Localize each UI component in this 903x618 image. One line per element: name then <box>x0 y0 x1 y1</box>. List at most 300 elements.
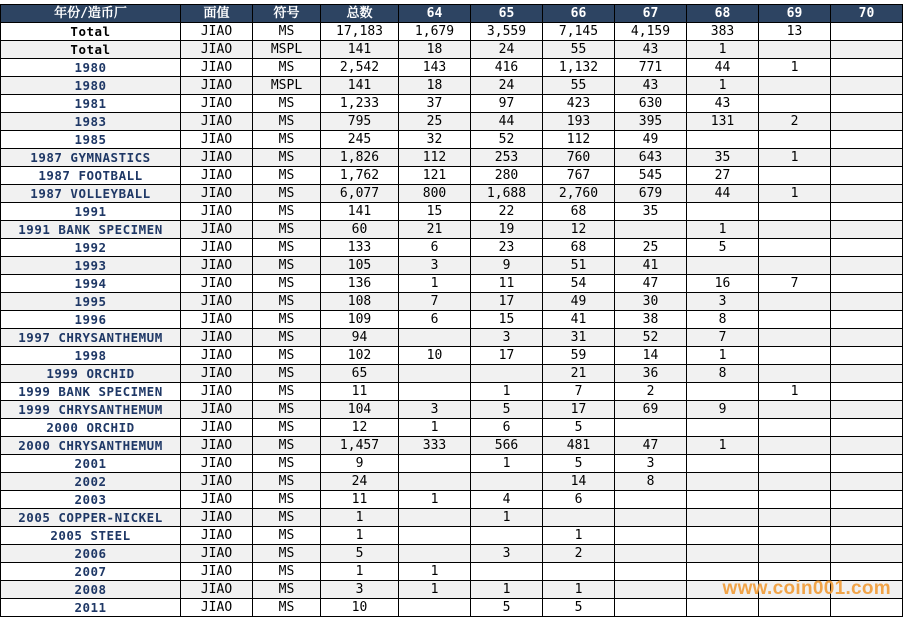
table-cell: MS <box>253 563 321 581</box>
table-cell <box>543 509 615 527</box>
table-cell: 5 <box>687 239 759 257</box>
table-cell: 1 <box>471 383 543 401</box>
year-mint-cell: 1993 <box>1 257 181 275</box>
table-cell <box>687 473 759 491</box>
table-cell <box>831 365 903 383</box>
table-row <box>1 221 903 239</box>
table-cell <box>831 383 903 401</box>
table-cell: MS <box>253 347 321 365</box>
table-cell: JIAO <box>181 131 253 149</box>
table-row <box>1 311 903 329</box>
table-cell: JIAO <box>181 113 253 131</box>
table-cell <box>759 311 831 329</box>
table-cell <box>831 149 903 167</box>
table-cell: 795 <box>321 113 399 131</box>
table-cell <box>759 167 831 185</box>
table-cell: 13 <box>759 23 831 41</box>
table-cell: 141 <box>321 77 399 95</box>
table-cell: 245 <box>321 131 399 149</box>
table-cell: 8 <box>687 311 759 329</box>
table-cell <box>759 401 831 419</box>
table-cell: 24 <box>471 77 543 95</box>
table-cell: 1 <box>543 527 615 545</box>
table-cell: MS <box>253 491 321 509</box>
table-cell: 12 <box>543 221 615 239</box>
table-cell: 1 <box>759 59 831 77</box>
column-header: 总数 <box>321 5 399 23</box>
year-mint-cell: 2001 <box>1 455 181 473</box>
table-cell: 423 <box>543 95 615 113</box>
table-cell: 1 <box>471 455 543 473</box>
table-cell <box>471 563 543 581</box>
table-cell: JIAO <box>181 149 253 167</box>
table-cell: 760 <box>543 149 615 167</box>
table-body <box>1 23 903 617</box>
table-cell: 44 <box>471 113 543 131</box>
table-cell: 1,688 <box>471 185 543 203</box>
table-cell: MS <box>253 365 321 383</box>
table-cell: 5 <box>543 599 615 617</box>
table-cell <box>615 545 687 563</box>
table-row <box>1 23 903 41</box>
table-cell: 35 <box>687 149 759 167</box>
table-cell: 109 <box>321 311 399 329</box>
table-cell <box>615 491 687 509</box>
table-cell: MS <box>253 239 321 257</box>
table-cell <box>831 131 903 149</box>
table-row <box>1 185 903 203</box>
table-cell: 37 <box>399 95 471 113</box>
year-mint-cell: 1995 <box>1 293 181 311</box>
table-cell: 15 <box>471 311 543 329</box>
table-cell <box>831 221 903 239</box>
year-mint-cell: 1981 <box>1 95 181 113</box>
table-cell: MS <box>253 149 321 167</box>
table-cell: 6 <box>399 239 471 257</box>
table-cell: MS <box>253 293 321 311</box>
table-cell: JIAO <box>181 437 253 455</box>
table-cell: JIAO <box>181 329 253 347</box>
table-cell: 8 <box>687 365 759 383</box>
year-mint-cell: 2007 <box>1 563 181 581</box>
table-cell: 141 <box>321 41 399 59</box>
table-cell <box>831 167 903 185</box>
table-cell <box>831 509 903 527</box>
table-cell: JIAO <box>181 545 253 563</box>
table-cell <box>759 545 831 563</box>
table-cell: 1,762 <box>321 167 399 185</box>
table-cell <box>831 293 903 311</box>
table-cell <box>831 41 903 59</box>
table-cell: 1,233 <box>321 95 399 113</box>
table-row <box>1 131 903 149</box>
table-cell: 17 <box>471 293 543 311</box>
table-cell <box>687 419 759 437</box>
table-cell: 5 <box>543 419 615 437</box>
table-cell <box>687 455 759 473</box>
header-row <box>1 5 903 23</box>
table-cell <box>687 383 759 401</box>
table-row <box>1 437 903 455</box>
table-cell <box>831 599 903 617</box>
table-cell: 31 <box>543 329 615 347</box>
table-cell <box>615 599 687 617</box>
table-cell: MS <box>253 257 321 275</box>
table-cell: 3 <box>399 257 471 275</box>
table-cell: JIAO <box>181 509 253 527</box>
table-cell: 17 <box>543 401 615 419</box>
table-cell: 9 <box>321 455 399 473</box>
table-cell: 68 <box>543 203 615 221</box>
table-cell: 21 <box>399 221 471 239</box>
table-cell: 643 <box>615 149 687 167</box>
table-cell: 1 <box>399 491 471 509</box>
column-header: 65 <box>471 5 543 23</box>
table-cell <box>687 131 759 149</box>
table-cell: 1 <box>687 77 759 95</box>
table-row <box>1 347 903 365</box>
table-cell: 1,457 <box>321 437 399 455</box>
table-cell: JIAO <box>181 455 253 473</box>
table-cell <box>759 419 831 437</box>
table-cell: MS <box>253 545 321 563</box>
table-cell: 5 <box>321 545 399 563</box>
year-mint-cell: 1985 <box>1 131 181 149</box>
table-cell <box>759 473 831 491</box>
table-cell: 630 <box>615 95 687 113</box>
column-header: 66 <box>543 5 615 23</box>
table-cell: JIAO <box>181 527 253 545</box>
table-cell: 2 <box>615 383 687 401</box>
table-cell <box>759 437 831 455</box>
table-cell: 24 <box>471 41 543 59</box>
table-cell: 52 <box>471 131 543 149</box>
column-header: 64 <box>399 5 471 23</box>
table-cell: 51 <box>543 257 615 275</box>
table-cell: JIAO <box>181 563 253 581</box>
table-cell: 1 <box>759 149 831 167</box>
year-mint-cell: 2003 <box>1 491 181 509</box>
year-mint-cell: 1999 BANK SPECIMEN <box>1 383 181 401</box>
year-mint-cell: 1991 <box>1 203 181 221</box>
table-row <box>1 383 903 401</box>
table-cell: 11 <box>471 275 543 293</box>
table-cell: 10 <box>321 599 399 617</box>
table-cell <box>399 329 471 347</box>
table-cell: JIAO <box>181 491 253 509</box>
table-cell: JIAO <box>181 221 253 239</box>
table-cell <box>615 563 687 581</box>
table-cell: MS <box>253 599 321 617</box>
table-cell: MS <box>253 23 321 41</box>
table-row <box>1 401 903 419</box>
table-cell: 545 <box>615 167 687 185</box>
table-cell <box>759 95 831 113</box>
table-cell: 36 <box>615 365 687 383</box>
table-cell: 47 <box>615 275 687 293</box>
table-cell: 44 <box>687 59 759 77</box>
table-cell: 395 <box>615 113 687 131</box>
table-cell <box>759 365 831 383</box>
table-cell <box>759 527 831 545</box>
table-cell <box>471 365 543 383</box>
table-cell: 108 <box>321 293 399 311</box>
table-row <box>1 239 903 257</box>
table-cell <box>831 473 903 491</box>
table-cell: JIAO <box>181 581 253 599</box>
table-cell <box>831 95 903 113</box>
table-cell: JIAO <box>181 383 253 401</box>
table-cell: 767 <box>543 167 615 185</box>
table-row <box>1 329 903 347</box>
table-cell: 1 <box>543 581 615 599</box>
table-cell: 41 <box>615 257 687 275</box>
table-cell: 2 <box>759 113 831 131</box>
table-cell <box>471 473 543 491</box>
column-header: 68 <box>687 5 759 23</box>
year-mint-cell: Total <box>1 41 181 59</box>
table-cell: 54 <box>543 275 615 293</box>
table-cell <box>831 401 903 419</box>
table-cell: 4,159 <box>615 23 687 41</box>
watermark: www.coin001.com <box>722 578 891 599</box>
year-mint-cell: 2005 COPPER-NICKEL <box>1 509 181 527</box>
table-cell: 44 <box>687 185 759 203</box>
table-cell <box>615 221 687 239</box>
table-cell: 481 <box>543 437 615 455</box>
column-header: 年份/造币厂 <box>1 5 181 23</box>
table-cell: JIAO <box>181 275 253 293</box>
table-cell: 94 <box>321 329 399 347</box>
table-row <box>1 599 903 617</box>
table-cell: 27 <box>687 167 759 185</box>
table-cell <box>759 491 831 509</box>
table-cell <box>471 527 543 545</box>
table-cell <box>615 419 687 437</box>
year-mint-cell: 1987 FOOTBALL <box>1 167 181 185</box>
table-cell: MS <box>253 401 321 419</box>
table-cell: MS <box>253 473 321 491</box>
table-cell: 5 <box>471 401 543 419</box>
table-cell: 5 <box>543 455 615 473</box>
table-cell: 193 <box>543 113 615 131</box>
table-cell <box>615 581 687 599</box>
table-cell: 121 <box>399 167 471 185</box>
table-cell: MS <box>253 167 321 185</box>
table-cell: MS <box>253 131 321 149</box>
table-cell: 112 <box>399 149 471 167</box>
table-cell <box>759 347 831 365</box>
table-cell: 112 <box>543 131 615 149</box>
table-cell <box>831 23 903 41</box>
table-cell <box>687 527 759 545</box>
table-cell: 2,542 <box>321 59 399 77</box>
column-header: 67 <box>615 5 687 23</box>
table-cell: 1 <box>321 563 399 581</box>
table-cell: JIAO <box>181 95 253 113</box>
table-cell <box>831 203 903 221</box>
table-cell: 1 <box>399 563 471 581</box>
year-mint-cell: 1987 VOLLEYBALL <box>1 185 181 203</box>
table-cell <box>759 329 831 347</box>
table-cell: 18 <box>399 77 471 95</box>
table-cell: 49 <box>615 131 687 149</box>
year-mint-cell: 2000 CHRYSANTHEMUM <box>1 437 181 455</box>
table-cell <box>831 311 903 329</box>
table-cell: 7 <box>543 383 615 401</box>
table-cell: 12 <box>321 419 399 437</box>
table-cell <box>615 509 687 527</box>
table-cell: JIAO <box>181 185 253 203</box>
year-mint-cell: 1997 CHRYSANTHEMUM <box>1 329 181 347</box>
table-cell <box>399 365 471 383</box>
table-cell: 105 <box>321 257 399 275</box>
table-cell: 25 <box>615 239 687 257</box>
year-mint-cell: 1999 ORCHID <box>1 365 181 383</box>
table-cell: 1 <box>471 509 543 527</box>
table-cell: 55 <box>543 41 615 59</box>
table-cell: 1 <box>399 419 471 437</box>
table-cell: 97 <box>471 95 543 113</box>
table-cell: 59 <box>543 347 615 365</box>
table-cell: MS <box>253 59 321 77</box>
column-header: 70 <box>831 5 903 23</box>
table-cell: 6 <box>471 419 543 437</box>
table-cell: 16 <box>687 275 759 293</box>
table-cell: 133 <box>321 239 399 257</box>
table-cell <box>759 77 831 95</box>
table-cell: JIAO <box>181 293 253 311</box>
table-cell: JIAO <box>181 239 253 257</box>
year-mint-cell: 1996 <box>1 311 181 329</box>
table-cell: 43 <box>615 41 687 59</box>
table-cell: 1 <box>687 41 759 59</box>
table-cell: JIAO <box>181 401 253 419</box>
table-row <box>1 527 903 545</box>
table-cell: 2 <box>543 545 615 563</box>
table-cell: 800 <box>399 185 471 203</box>
table-cell: 1,132 <box>543 59 615 77</box>
table-cell <box>759 509 831 527</box>
year-mint-cell: 1980 <box>1 59 181 77</box>
table-cell: 6 <box>543 491 615 509</box>
year-mint-cell: 2008 <box>1 581 181 599</box>
year-mint-cell: 1983 <box>1 113 181 131</box>
table-cell: 1 <box>687 221 759 239</box>
table-cell: 1 <box>321 527 399 545</box>
table-cell: JIAO <box>181 257 253 275</box>
table-row <box>1 77 903 95</box>
table-cell: 280 <box>471 167 543 185</box>
table-cell: 3 <box>687 293 759 311</box>
table-cell: MS <box>253 329 321 347</box>
table-cell: 14 <box>543 473 615 491</box>
table-cell: 416 <box>471 59 543 77</box>
table-cell <box>759 293 831 311</box>
table-cell <box>831 437 903 455</box>
table-row <box>1 293 903 311</box>
column-header: 符号 <box>253 5 321 23</box>
table-row <box>1 41 903 59</box>
table-cell <box>831 257 903 275</box>
table-cell: 49 <box>543 293 615 311</box>
table-cell <box>759 257 831 275</box>
table-cell: 17 <box>471 347 543 365</box>
table-cell <box>831 113 903 131</box>
table-cell: JIAO <box>181 59 253 77</box>
table-row <box>1 95 903 113</box>
table-cell: JIAO <box>181 599 253 617</box>
table-cell <box>759 203 831 221</box>
table-cell: JIAO <box>181 41 253 59</box>
table-cell <box>831 455 903 473</box>
table-cell: 6 <box>399 311 471 329</box>
table-cell: 47 <box>615 437 687 455</box>
table-cell: 3 <box>471 329 543 347</box>
table-cell: 2,760 <box>543 185 615 203</box>
year-mint-cell: 1992 <box>1 239 181 257</box>
table-cell: 15 <box>399 203 471 221</box>
table-cell <box>399 509 471 527</box>
table-cell <box>399 383 471 401</box>
table-cell: 7 <box>687 329 759 347</box>
table-cell: 9 <box>471 257 543 275</box>
year-mint-cell: 1994 <box>1 275 181 293</box>
year-mint-cell: 2005 STEEL <box>1 527 181 545</box>
table-cell <box>759 131 831 149</box>
table-cell: 1 <box>687 347 759 365</box>
table-cell: 1 <box>759 185 831 203</box>
table-row <box>1 203 903 221</box>
table-row <box>1 509 903 527</box>
table-cell: 1 <box>399 275 471 293</box>
year-mint-cell: 2002 <box>1 473 181 491</box>
table-cell: 104 <box>321 401 399 419</box>
table-cell: MS <box>253 509 321 527</box>
table-cell <box>399 473 471 491</box>
table-cell: JIAO <box>181 77 253 95</box>
table-cell: 102 <box>321 347 399 365</box>
table-cell: 3 <box>321 581 399 599</box>
table-cell: MS <box>253 113 321 131</box>
table-cell: MS <box>253 437 321 455</box>
year-mint-cell: 2000 ORCHID <box>1 419 181 437</box>
table-cell: 3 <box>471 545 543 563</box>
table-cell: 7 <box>759 275 831 293</box>
table-cell: 1,679 <box>399 23 471 41</box>
table-row <box>1 545 903 563</box>
year-mint-cell: 1987 GYMNASTICS <box>1 149 181 167</box>
table-cell: MSPL <box>253 77 321 95</box>
table-row <box>1 275 903 293</box>
table-cell <box>687 509 759 527</box>
table-cell: MS <box>253 455 321 473</box>
table-row <box>1 149 903 167</box>
table-cell <box>687 491 759 509</box>
table-cell: 3,559 <box>471 23 543 41</box>
table-row <box>1 59 903 77</box>
column-header: 面值 <box>181 5 253 23</box>
table-cell: 136 <box>321 275 399 293</box>
table-cell: MS <box>253 581 321 599</box>
table-cell: MS <box>253 95 321 113</box>
table-cell: 7,145 <box>543 23 615 41</box>
table-cell: MS <box>253 203 321 221</box>
table-cell <box>831 59 903 77</box>
table-cell: 43 <box>687 95 759 113</box>
table-cell <box>687 545 759 563</box>
table-cell: 253 <box>471 149 543 167</box>
